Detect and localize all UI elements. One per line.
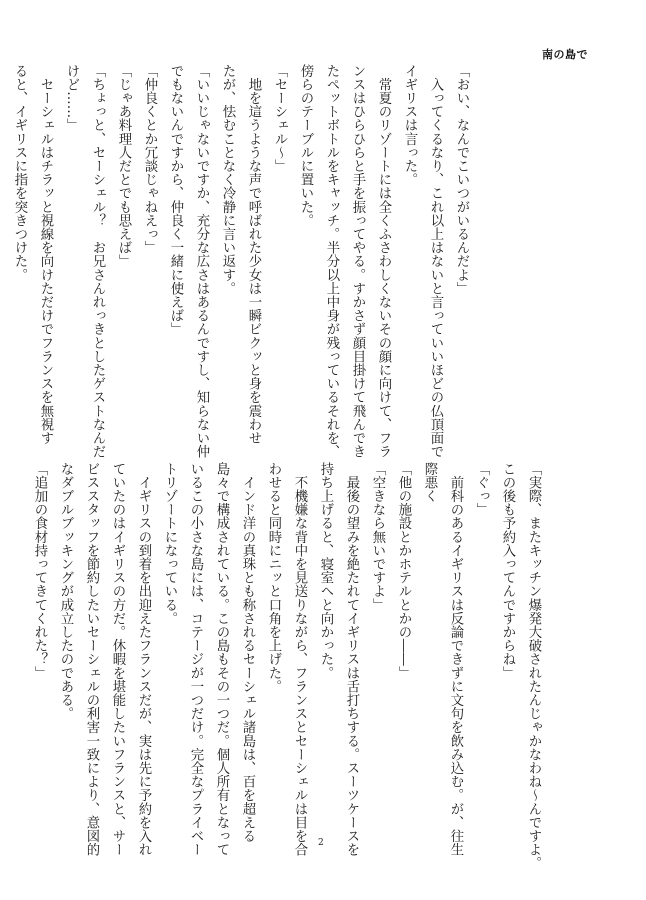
text-line: たペットボトルをキャッチ。半分以上中身が残っているそれを、 (324, 64, 339, 459)
text-line: イギリスは言った。 (402, 64, 417, 187)
text-line: 「他の施設とかホテルとかの――」 (396, 462, 411, 680)
text-line: 「いいじゃないですか、充分な広さはあるんですし、知らない仲 (194, 64, 209, 459)
text-line: イギリスの到着を出迎えたフランスだが、実は先に予約を入れ (136, 462, 151, 857)
text-line: ていたのはイギリスの方だ。休暇を堪能したいフランスと、サー (110, 462, 125, 857)
text-block-bottom (32, 462, 546, 870)
text-line: 「追加の食材持ってきてくれた？」 (32, 462, 47, 680)
text-line: 入ってくるなり、これ以上はないと言っていいほどの仏頂面で (428, 64, 443, 459)
text-line: 島々で構成されている。この島もその一つだ。個人所有となって (214, 462, 229, 857)
text-line: ると、イギリスに指を突きつけた。 (12, 64, 27, 282)
text-line: 「仲良くとか冗談じゃねえっ」 (142, 64, 157, 255)
text-line: 「セーシェル〜」 (272, 64, 287, 173)
text-line: でもないんですから、仲良く一緒に使えば」 (168, 64, 183, 336)
text-block-top (12, 64, 474, 459)
text-line: 常夏のリゾートには全くふさわしくないその顔に向けて、フラ (376, 64, 391, 459)
text-line: 最後の望みを絶たれてイギリスは舌打ちする。スーツケースを (344, 462, 359, 857)
text-line: 傍らのテーブルに置いた。 (298, 64, 313, 228)
text-line: いるこの小さな島には、コテージが一つだけ。完全なプライベー (188, 462, 203, 857)
text-line: わせると同時にニッと口角を上げた。 (266, 462, 281, 694)
text-line: この後も予約入ってんですからね」 (500, 462, 515, 680)
page-number: 2 (318, 838, 324, 848)
text-line: インド洋の真珠とも称されるセーシェル諸島は、百を超える (240, 462, 255, 843)
text-line: トリゾートになっている。 (162, 462, 177, 626)
text-line: 持ち上げると、寝室へと向かった。 (318, 462, 333, 680)
text-line: 「ちょっと、セーシェル？ お兄さんれっきとしたゲストなんだ (90, 64, 105, 459)
text-line: 「じゃあ料理人だとでも思えば」 (116, 64, 131, 268)
text-line: けど……」 (64, 64, 79, 132)
text-line: 「実際、またキッチン爆発大破されたんじゃかなわね〜んですよ。 (526, 462, 541, 870)
text-line: 「空きなら無いですよ」 (370, 462, 385, 612)
text-line: 不機嫌な背中を見送りながら、フランスとセーシェルは目を合 (292, 462, 307, 857)
text-line: 「おい、なんでこいつがいるんだよ」 (454, 64, 469, 296)
text-line: 前科のあるイギリスは反論できずに文句を飲み込む。が、往生 (448, 462, 463, 857)
text-line: 地を這うような声で呼ばれた少女は一瞬ビクッと身を震わせ (246, 64, 261, 445)
text-line: なダブルブッキングが成立したのである。 (58, 462, 73, 721)
text-line: たが、怯むことなく冷静に言い返す。 (220, 64, 235, 296)
text-line: セーシェルはチラッと視線を向けただけでフランスを無視す (38, 64, 53, 445)
text-line: ビススタッフを節約したいセーシェルの利害一致により、意図的 (84, 462, 99, 857)
text-line: 「ぐっ」 (474, 462, 489, 517)
text-line: 際悪く (422, 462, 437, 503)
text-line: ンスはひらひらと手を振ってやる。すかさず顔目掛けて飛んでき (350, 64, 365, 459)
running-header: 南の島で (542, 48, 588, 61)
